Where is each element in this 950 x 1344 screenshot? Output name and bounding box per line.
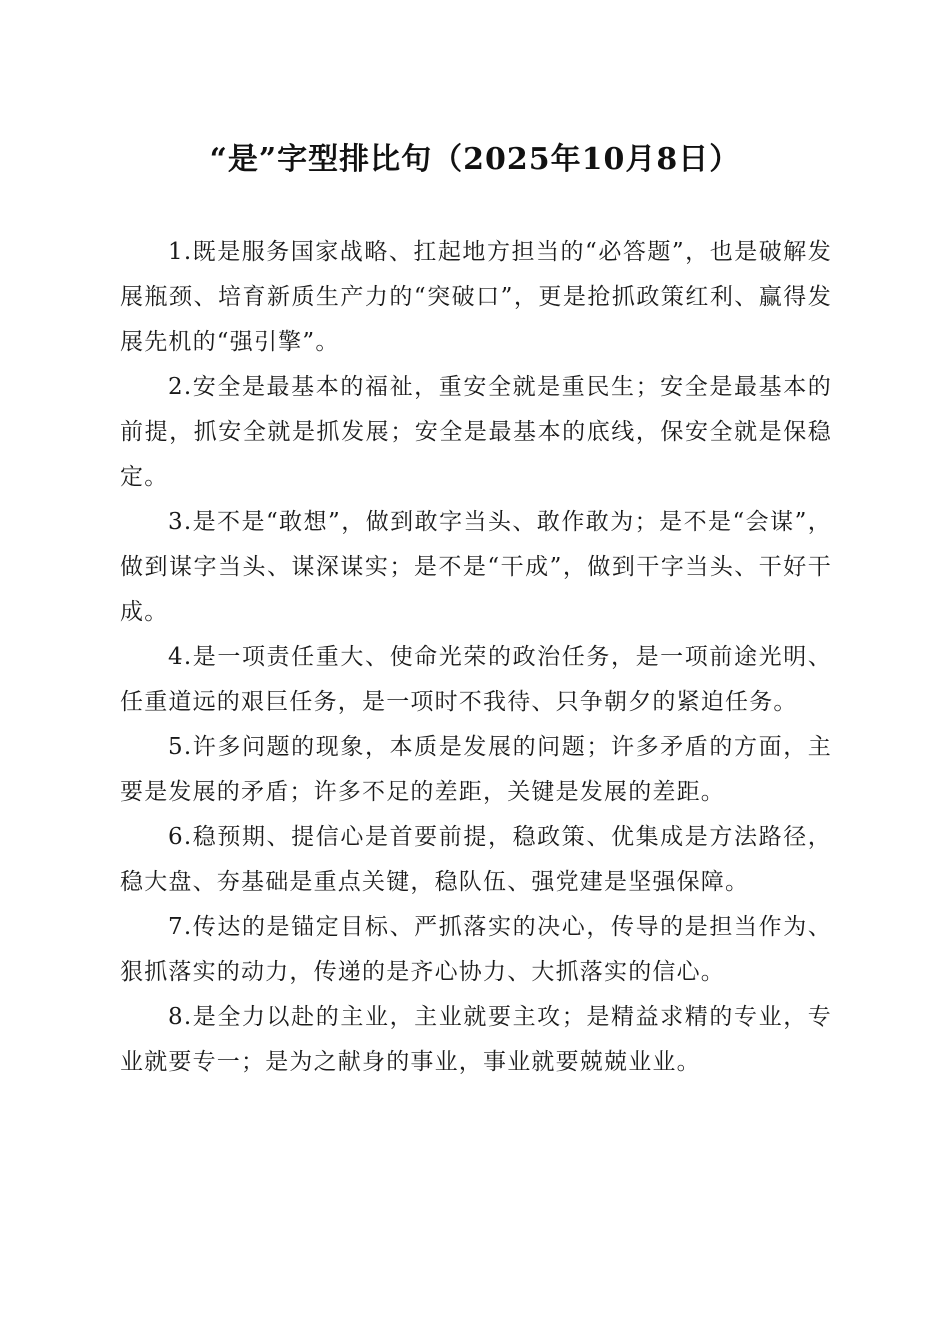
paragraph-7: 7.传达的是锚定目标、严抓落实的决心，传导的是担当作为、狠抓落实的动力，传递的是齐心协力、大抓落实的信心。: [120, 914, 832, 985]
paragraph-8: 8.是全力以赴的主业，主业就要主攻；是精益求精的专业，专业就要专一；是为之献身的事业，事业就要兢兢业业。: [120, 1004, 832, 1075]
paragraph-4: 4.是一项责任重大、使命光荣的政治任务，是一项前途光明、任重道远的艰巨任务，是一项时不我待、只争朝夕的紧迫任务。: [120, 644, 832, 715]
paragraph-1: 1.既是服务国家战略、扛起地方担当的“必答题”，也是破解发展瓶颈、培育新质生产力的“突破口”，更是抢抓政策红利、赢得发展先机的“强引擎”。: [120, 239, 832, 355]
paragraph-3: 3.是不是“敢想”，做到敢字当头、敢作敢为；是不是“会谋”，做到谋字当头、谋深谋实；是不是“干成”，做到干字当头、干好干成。: [120, 509, 832, 625]
document-body: [120, 230, 832, 1085]
document-title: “是”字型排比句（2025年10月8日）: [209, 142, 741, 177]
paragraph-5: 5.许多问题的现象，本质是发展的问题；许多矛盾的方面，主要是发展的矛盾；许多不足的差距，关键是发展的差距。: [120, 734, 832, 805]
paragraph-6: 6.稳预期、提信心是首要前提，稳政策、优集成是方法路径，稳大盘、夯基础是重点关键，稳队伍、强党建是坚强保障。: [120, 824, 832, 895]
paragraph-2: 2.安全是最基本的福祉，重安全就是重民生；安全是最基本的前提，抓安全就是抓发展；安全是最基本的底线，保安全就是保稳定。: [120, 374, 832, 490]
